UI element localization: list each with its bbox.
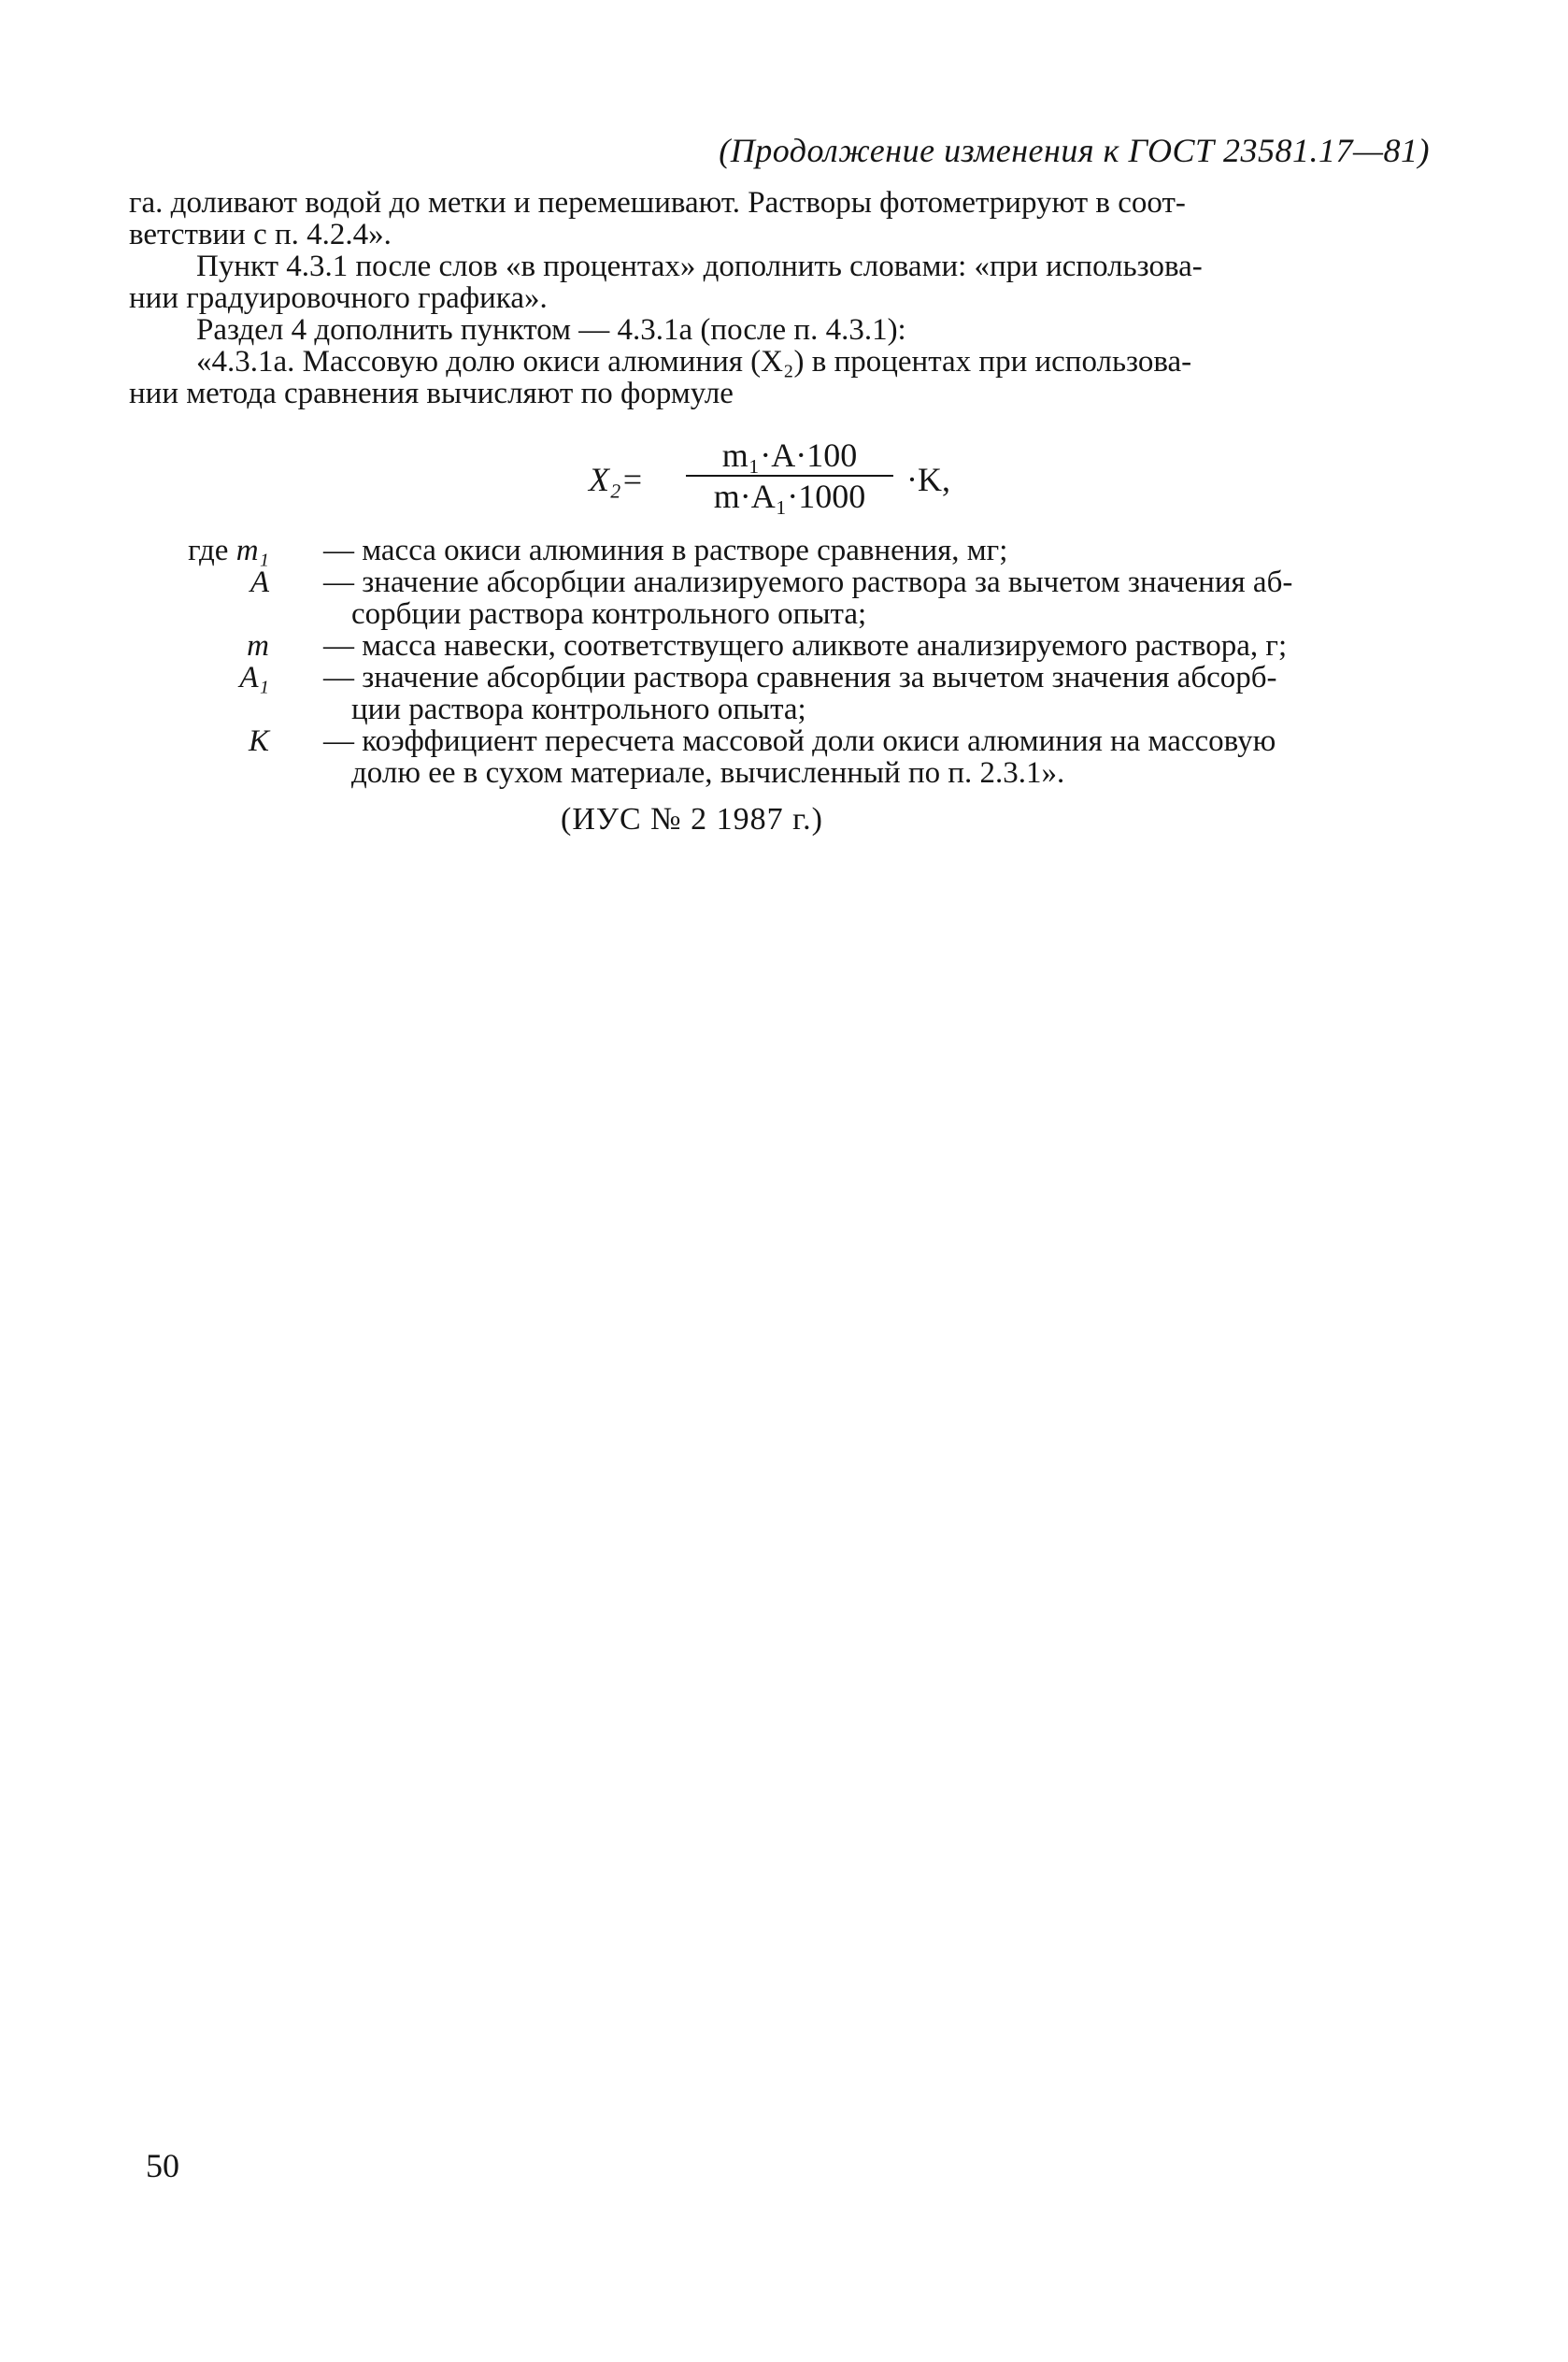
paragraph-1-line-2: ветствии с п. 4.2.4». — [129, 218, 392, 251]
definitions-prefix: где — [188, 534, 229, 567]
definition-text-continuation: сорбции раствора контрольного опыта; — [351, 597, 867, 631]
definition-item — [129, 630, 1418, 662]
definition-item — [129, 566, 1418, 598]
formula-fraction — [682, 436, 897, 516]
definition-term: A₁ — [239, 661, 269, 694]
definition-item — [129, 662, 1418, 694]
definition-text: — коэффициент пересчета массовой доли окиси алюминия на массовую — [323, 724, 1276, 758]
definition-term: m — [247, 629, 269, 663]
paragraph-1-line-1: га. доливают водой до метки и перемешивают. Растворы фотометрируют в соот- — [129, 186, 1186, 220]
definition-item — [129, 535, 1418, 566]
running-header: (Продолжение изменения к ГОСТ 23581.17—81) — [719, 132, 1430, 169]
definition-item-continuation — [129, 694, 1418, 725]
page-number: 50 — [146, 2147, 179, 2184]
definition-term: m₁ — [235, 534, 269, 567]
definition-item — [129, 725, 1418, 757]
paragraph-2-line-2: нии градуировочного графика». — [129, 281, 548, 315]
definition-text: — значение абсорбции анализируемого раствора за вычетом значения аб- — [323, 565, 1293, 599]
formula-rhs: ·K, — [906, 461, 950, 498]
definitions-list — [129, 535, 1418, 789]
formula-numerator: m₁·A·100 — [721, 437, 858, 474]
formula-x2 — [589, 436, 981, 525]
paragraph-4-line-2: нии метода сравнения вычисляют по формуле — [129, 377, 734, 410]
paragraph-3-line-1: Раздел 4 дополнить пунктом — 4.3.1а (после п. 4.3.1): — [196, 313, 906, 347]
amendment-reference: (ИУС № 2 1987 г.) — [561, 802, 823, 837]
paragraph-2-line-1: Пункт 4.3.1 после слов «в процентах» дополнить словами: «при использова- — [196, 250, 1203, 283]
formula-denominator: m·A₁·1000 — [713, 478, 866, 515]
body-text — [129, 187, 1418, 409]
definition-text-continuation: ции раствора контрольного опыта; — [351, 693, 806, 726]
paragraph-4-line-1: «4.3.1а. Массовую долю окиси алюминия (X₂) в процентах при использова- — [196, 345, 1192, 379]
definition-item-continuation — [129, 757, 1418, 789]
definition-item-continuation — [129, 598, 1418, 630]
definition-text: — значение абсорбции раствора сравнения за вычетом значения абсорб- — [323, 661, 1277, 694]
definition-text-continuation: долю ее в сухом материале, вычисленный по п. 2.3.1». — [351, 756, 1065, 790]
definition-text: — масса навески, соответствущего аликвоте анализируемого раствора, г; — [323, 629, 1288, 663]
definition-term: A — [249, 565, 269, 599]
definition-text: — масса окиси алюминия в растворе сравнения, мг; — [323, 534, 1008, 567]
formula-lhs: X₂= — [589, 461, 644, 498]
definition-term: K — [248, 724, 269, 758]
definition-term-cell — [129, 535, 269, 566]
